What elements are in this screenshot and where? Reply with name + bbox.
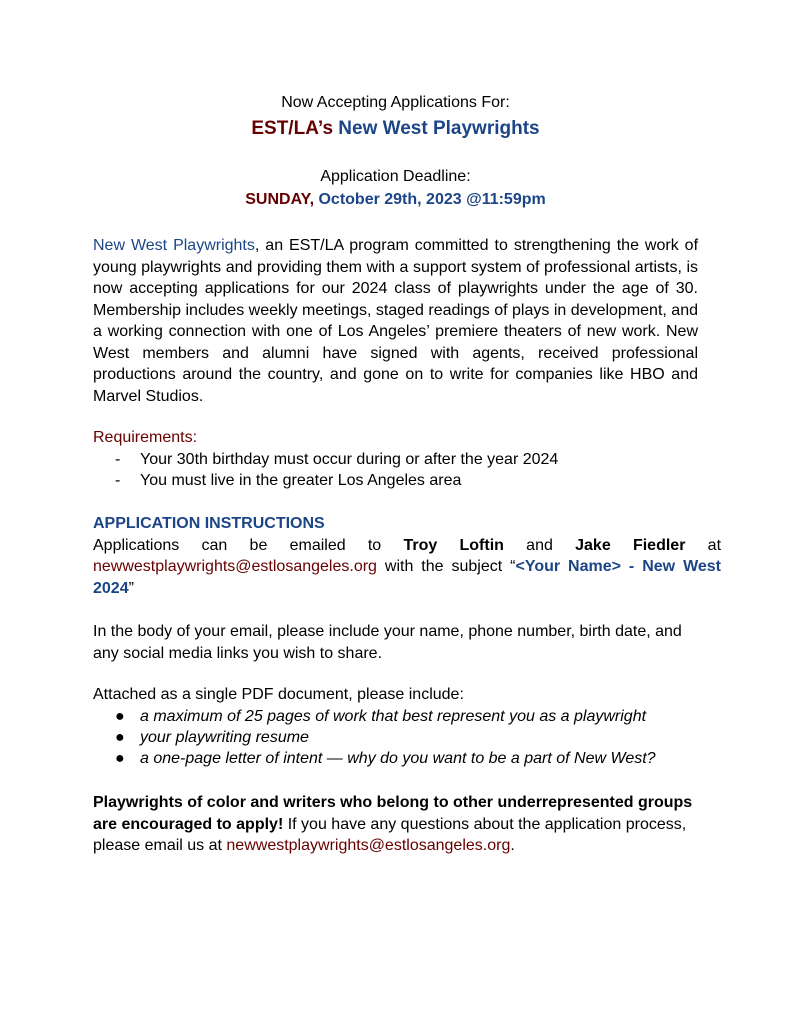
deadline-datetime: October 29th, 2023 @11:59pm: [318, 191, 546, 208]
attachments-intro: Attached as a single PDF document, please include:: [93, 686, 464, 703]
header-title: [0, 117, 791, 141]
email-body-paragraph: In the body of your email, please include your name, phone number, birth date, and any social media links you wish to share.: [93, 623, 682, 662]
intro-paragraph: [93, 235, 698, 407]
bullet-icon: ●: [115, 729, 125, 746]
instructions-at: at: [707, 537, 722, 554]
header-announcement: Now Accepting Applications For:: [281, 94, 510, 111]
deadline-date: [0, 190, 791, 210]
closing-end: .: [510, 837, 515, 854]
list-dash: -: [115, 472, 121, 489]
requirements-heading: Requirements:: [93, 429, 198, 446]
attachment-text: your playwriting resume: [140, 729, 309, 746]
closing-email-link[interactable]: newwestplaywrights@estlosangeles.org: [226, 837, 511, 854]
email-subject-year: 2024: [93, 580, 129, 597]
subject-prefix: with the subject “: [376, 558, 516, 575]
contact-jake-fiedler: Jake Fiedler: [575, 537, 686, 554]
program-name: New West Playwrights: [338, 118, 540, 139]
instructions-line-2: [93, 556, 721, 578]
requirement-text: You must live in the greater Los Angeles area: [140, 472, 462, 489]
attachment-text: a one-page letter of intent — why do you want to be a part of New West?: [140, 750, 656, 767]
attachment-text: a maximum of 25 pages of work that best represent you as a playwright: [140, 708, 647, 725]
deadline-day: SUNDAY,: [245, 191, 315, 208]
instructions-line-3: [93, 578, 721, 600]
closing-paragraph: [93, 792, 698, 857]
contact-troy-loftin: Troy Loftin: [403, 537, 504, 554]
instructions-prefix: Applications can be emailed to: [93, 537, 382, 554]
requirement-text: Your 30th birthday must occur during or after the year 2024: [140, 451, 559, 468]
closing-text: If you have any questions about the application process, please email us at: [93, 815, 687, 854]
bullet-icon: ●: [115, 708, 125, 725]
list-dash: -: [115, 451, 121, 468]
intro-program-link[interactable]: New West Playwrights: [93, 237, 255, 254]
intro-text: , an EST/LA program committed to strengthening the work of young playwrights and providing them with a support system of professional artists, is now accepting applications for our 2024 class of playwrights under the age of 30. Membership includes weekly meetings, staged readings of plays in development, and a working connection with one of Los Angeles’ premiere theaters of new work. New West members and alumni have signed with agents, received professional productions around the country, and gone on to write for companies like HBO and Marvel Studios.: [93, 237, 699, 405]
deadline-label: Application Deadline:: [320, 168, 471, 185]
instructions-line-1: [93, 535, 721, 557]
application-email-link[interactable]: newwestplaywrights@estlosangeles.org: [93, 558, 377, 575]
email-subject-line: <Your Name> - New West: [515, 558, 721, 575]
subject-suffix: ”: [128, 580, 134, 597]
closing-encouragement: Playwrights of color and writers who belong to other underrepresented groups are encouraged to apply!: [93, 794, 693, 833]
org-name: EST/LA’s: [251, 118, 334, 139]
instructions-and: and: [526, 537, 553, 554]
instructions-heading: APPLICATION INSTRUCTIONS: [93, 515, 325, 532]
bullet-icon: ●: [115, 750, 125, 767]
